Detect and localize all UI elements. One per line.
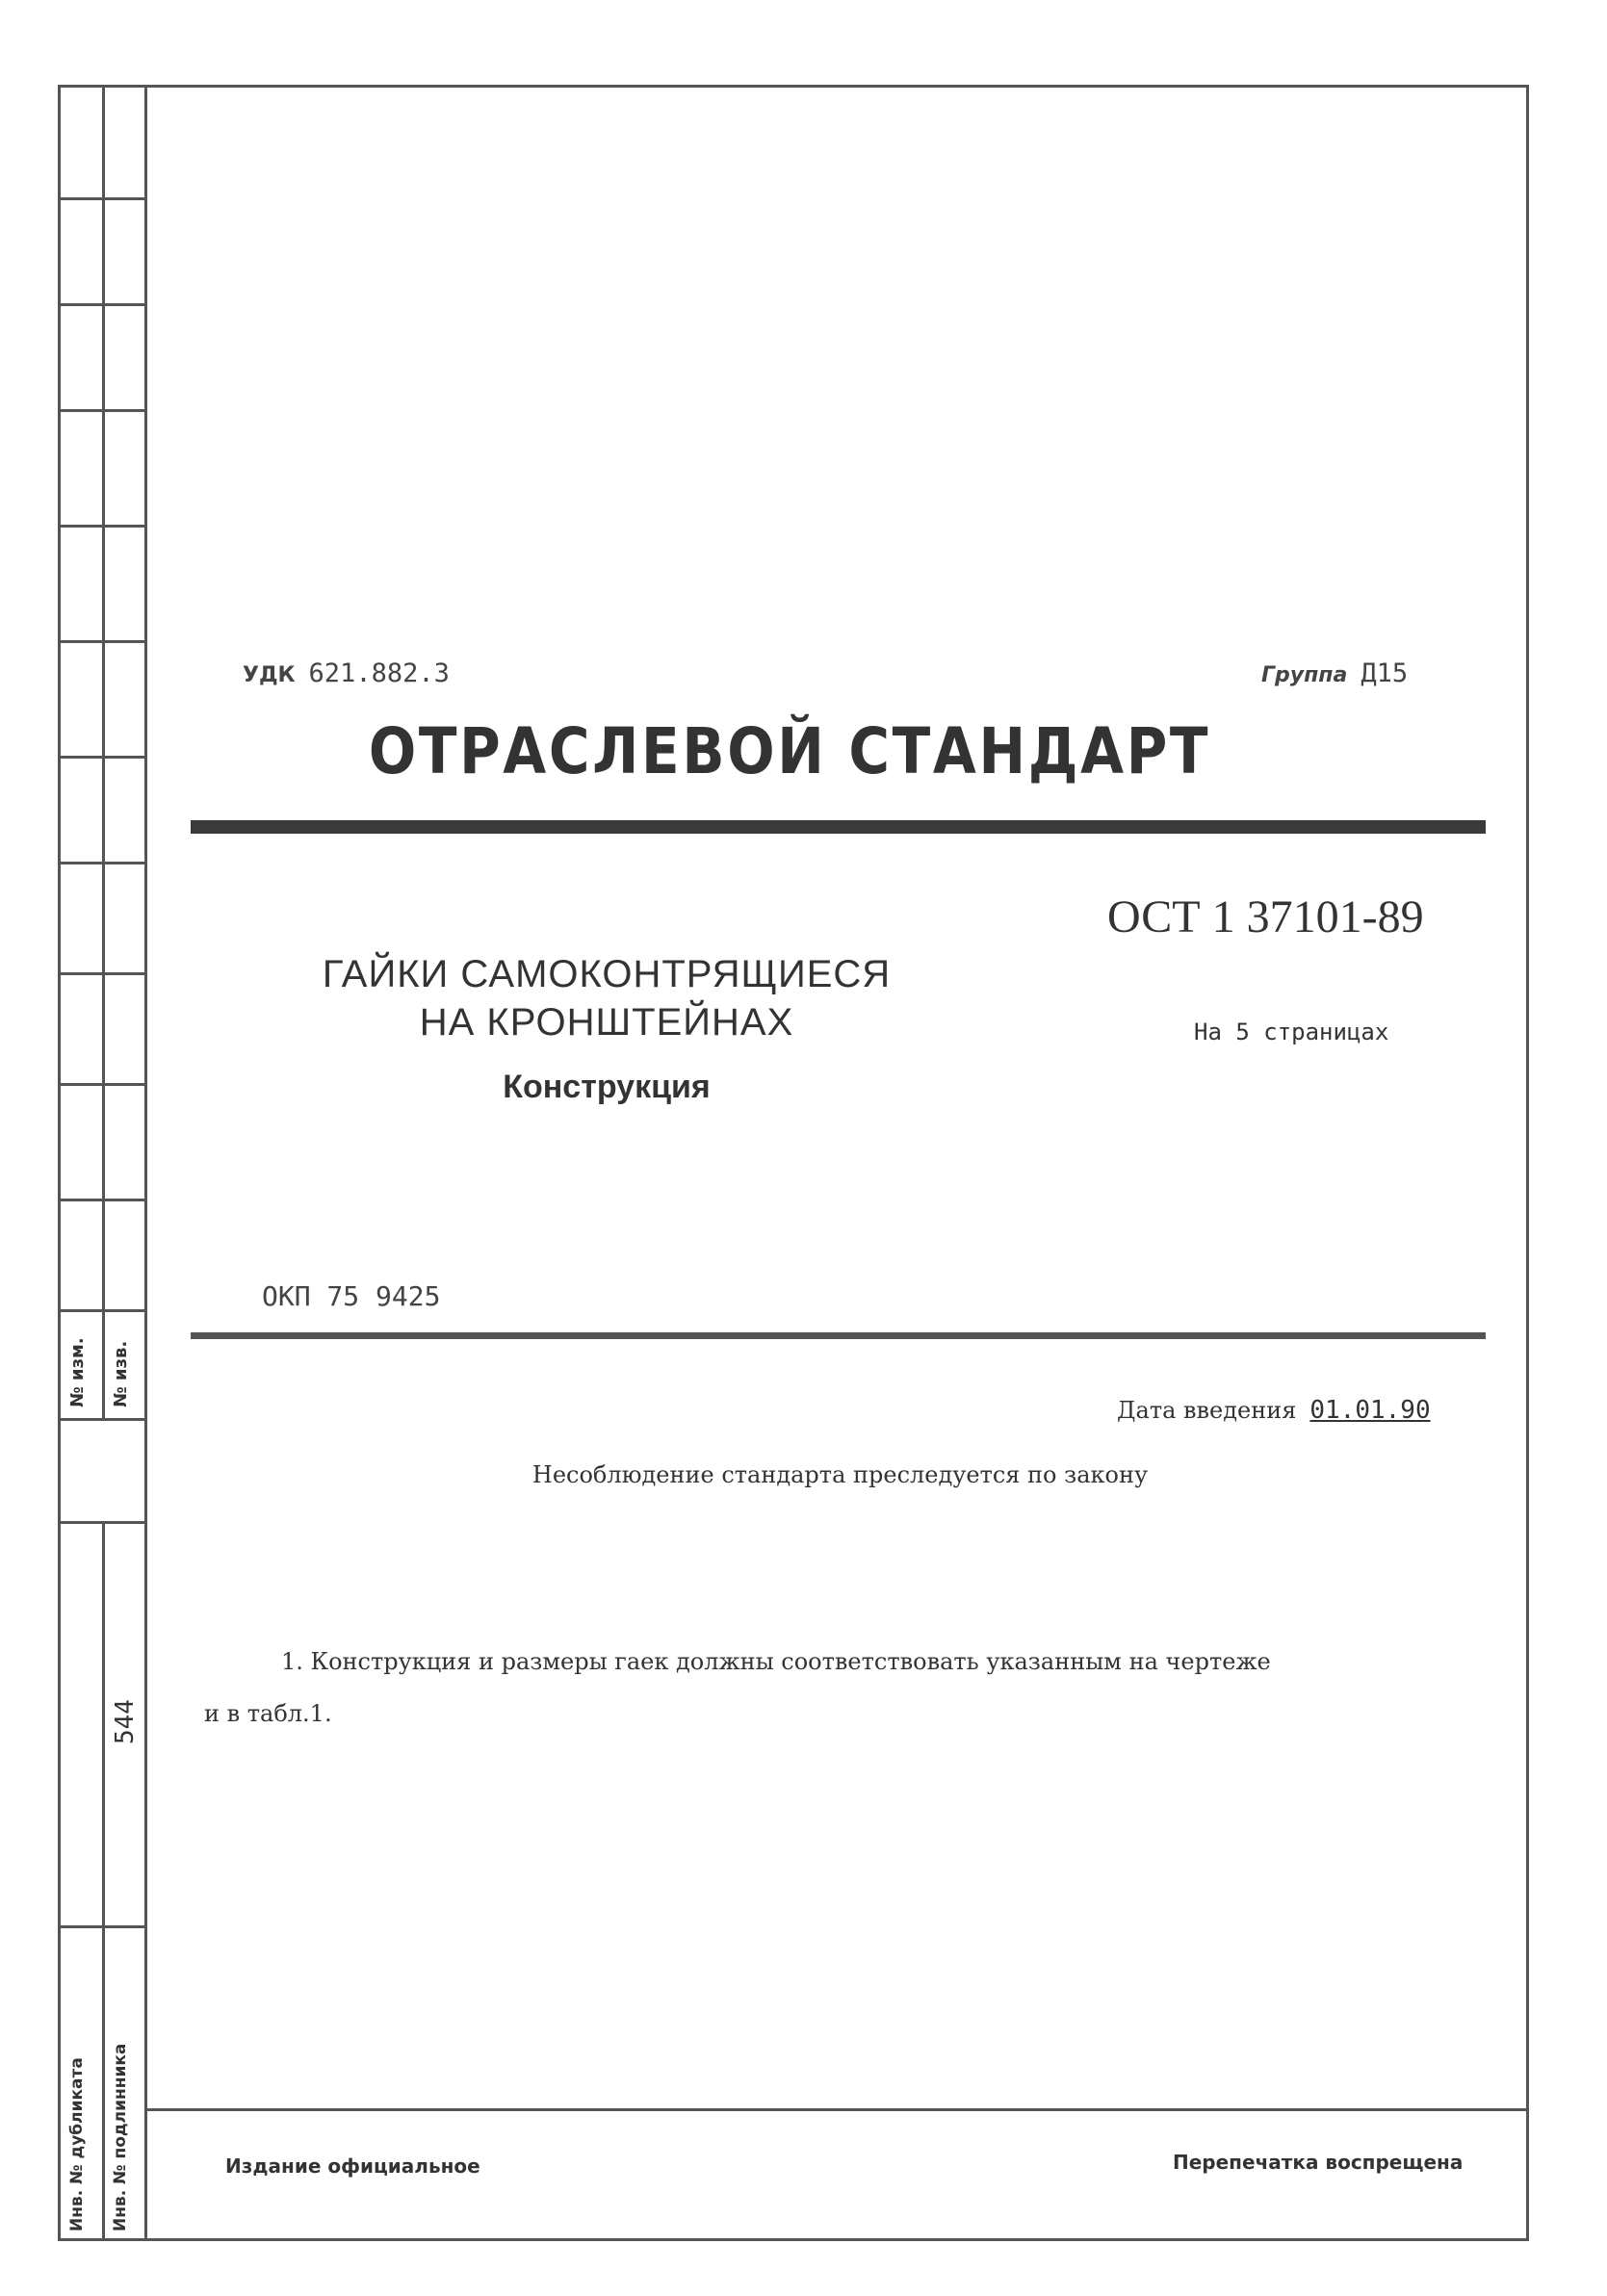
introduction-date	[1117, 1396, 1431, 1425]
page-count: На 5 страницах	[1194, 1019, 1389, 1045]
standard-number: ОСТ 1 37101-89	[1107, 891, 1424, 942]
intro-date-value: 01.01.90	[1309, 1396, 1431, 1425]
margin-inv-original: Инв. № подлинника	[111, 2043, 130, 2232]
heading-subtitle: Конструкция	[503, 1069, 711, 1105]
law-notice: Несоблюдение стандарта преследуется по закону	[531, 1461, 1149, 1488]
paragraph-1-line-1: 1. Конструкция и размеры гаек должны соответствовать указанным на чертеже	[281, 1648, 1271, 1675]
group-label: Группа	[1261, 663, 1348, 687]
udk-label: УДК	[243, 663, 296, 687]
heading-line-1: ГАЙКИ САМОКОНТРЯЩИЕСЯ	[322, 953, 892, 995]
reprint-note: Перепечатка воспрещена	[1173, 2151, 1464, 2174]
okp-code: ОКП 75 9425	[262, 1280, 441, 1312]
paragraph-1-line-2: и в табл.1.	[204, 1700, 332, 1727]
margin-izv-label: № изв.	[111, 1340, 131, 1407]
heading-line-2: НА КРОНШТЕЙНАХ	[419, 1001, 794, 1044]
okp-rule	[191, 1332, 1486, 1339]
group-value: Д15	[1361, 658, 1409, 688]
page-frame	[58, 85, 1529, 2241]
group-code	[1261, 658, 1408, 688]
edition-note: Издание официальное	[225, 2154, 480, 2178]
udk-value: 621.882.3	[308, 658, 450, 688]
margin-inv-value: 544	[111, 1699, 140, 1744]
title-rule	[191, 820, 1486, 834]
footer-rule	[144, 2108, 1529, 2111]
udk-code	[243, 658, 450, 688]
margin-izm-label: № изм.	[67, 1337, 88, 1407]
intro-date-label: Дата введения	[1117, 1397, 1297, 1424]
document-title: ОТРАСЛЕВОЙ СТАНДАРТ	[368, 714, 1211, 788]
margin-inv-duplicate: Инв. № дубликата	[67, 2057, 87, 2232]
